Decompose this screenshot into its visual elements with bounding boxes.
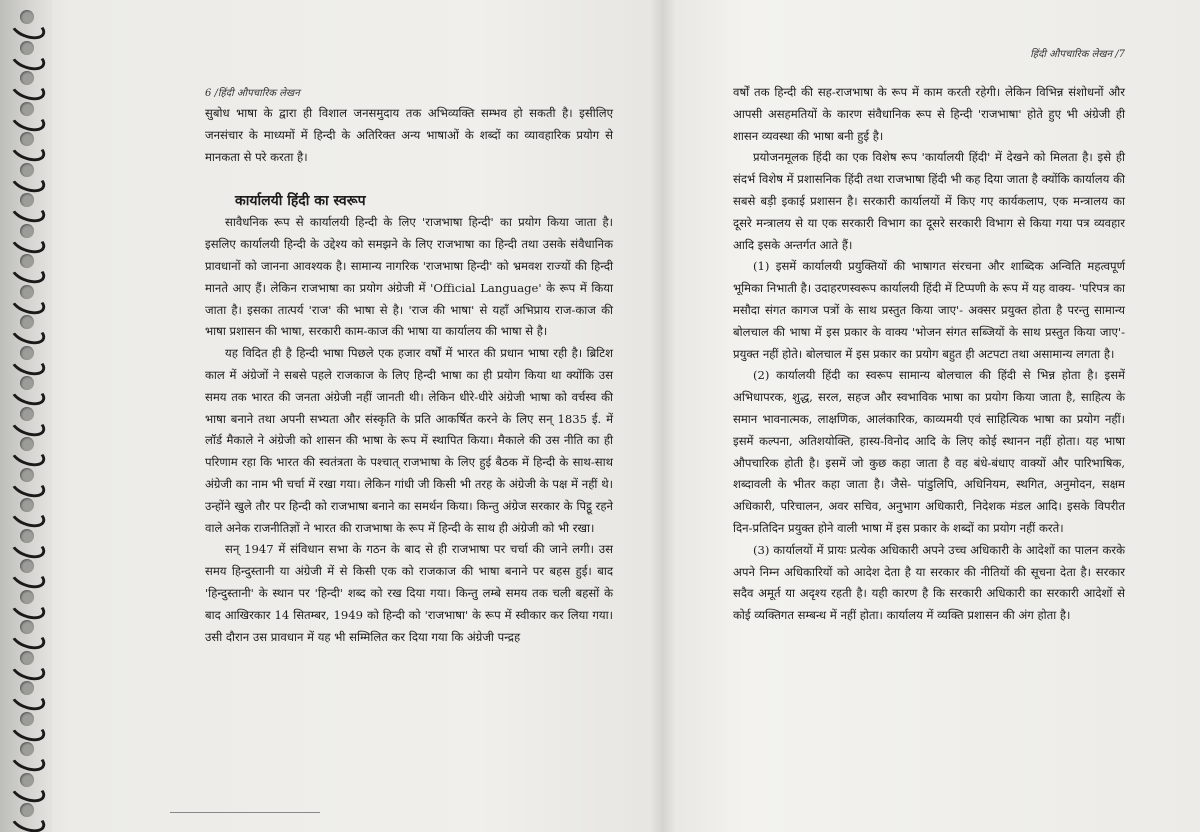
binding-coil [8,73,49,104]
binding-coil [8,134,49,165]
right-paragraph-5: (3) कार्यालयों में प्रायः प्रत्येक अधिकारी अपने उच्च अधिकारी के आदेशों का पालन करके अपने निम्न अधिकारियों को आदेश देता है या सरकार की नीतियों की सूचना देता है। सरकार सदैव अमूर्त या अदृश्य रहती है। यही कारण है कि सरकारी अधिकारी का सरकारी आदेशों से कोई व्यक्तिगत सम्बन्ध में नहीं होता। कार्यालय में व्यक्ति प्रशासन की अंग होता है। [733,542,1125,623]
left-paragraph-3: सन् 1947 में संविधान सभा के गठन के बाद से ही राजभाषा पर चर्चा की जाने लगी। उस समय हिन्दुस्तानी या अंग्रेजी में से किसी एक को राजकाज की भाषा बनाने पर बहस हुई। बाद 'हिन्दुस्तानी' के स्थान पर 'हिन्दी' शब्द को रख दिया गया। किन्तु लम्बे समय तक चली बहसों के बाद आखिरकार 14 सितम्बर, 1949 को हिन्दी को 'राजभाषा' के रूप में स्वीकार कर लिया गया। उसी दौरान उस प्रावधान में यह भी सम्मिलित कर दिया गया कि अंग्रेजी पन्द्रह [205,542,613,644]
binding-coil [8,744,49,775]
left-paragraph-2: यह विदित ही है हिन्दी भाषा पिछले एक हजार वर्षों में भारत की प्रधान भाषा रही है। ब्रिटिश काल में अंग्रेजों ने सबसे पहले राजकाज के लिए हिन्दी भाषा का ही प्रयोग किया था क्योंकि उस समय तक भारत की जनता अंग्रेजी नहीं जानती थी। लेकिन धीरे-धीरे अंग्रेजी भाषा को वर्चस्व की भाषा बनाने तथा अपनी सभ्यता और संस्कृति के प्रति आकर्षित करने के लिए सन् 1835 ई. में लॉर्ड मैकाले ने अंग्रेजी को शासन की भाषा के रूप में स्थापित किया। मैकाले की उस नीति का ही परिणाम रहा कि भारत की स्वतंत्रता के पश्चात् राजभाषा के लिए हुई बैठक में हिन्दी के साथ-साथ अंग्रेजी का नाम भी चर्चा में रखा गया। लेकिन गांधी जी किसी भी तरह के अंग्रेजी के पक्ष में नहीं थे। उन्होंने खुले तौर पर हिन्दी को राजभाषा बनाने का समर्थन किया। किन्तु अंग्रेज सरकार के पिट्ठू रहने वाले अनेक राजनीतिज्ञों ने भारत की राजभाषा के रूप में हिन्दी के साथ ही अंग्रेजी को भी रखा। [205,346,613,535]
binding-coil [8,195,49,226]
binding-coil [8,500,49,531]
binding-coil [8,226,49,257]
binding-coil [8,43,49,74]
binding-coil [8,592,49,623]
right-paragraph-4: (2) कार्यालयी हिंदी का स्वरूप सामान्य बोलचाल की हिंदी से भिन्न होता है। इसमें अभिधापरक, शुद्ध, सरल, सहज और स्वभाविक भाषा का प्रयोग किया जाता है, साहित्य के समान भावनात्मक, लाक्षणिक, आलंकारिक, काव्यमयी एवं साहित्यिक भाषा का प्रयोग नहीं। इसमें कल्पना, अतिशयोक्ति, हास्य-विनोद आदि के लिए कोई स्थानन नहीं होता। यह भाषा औपचारिक होती है। इसमें जो कुछ कहा जाता है वह बंधे-बंधाए वाक्यों और पारिभाषिक, शब्दावली के भीतर कहा जाता है। जैसे- पांडुलिपि, अधिनियम, स्थगित, अनुमोदन, सक्षम अधिकारी, परिचालन, अवर सचिव, अनुभाग अधिकारी, निदेशक मंडल आदि। इसके विपरीत दिन-प्रतिदिन प्रयुक्त होने वाली भाषा में इस प्रकार के शब्दों का प्रयोग नहीं करते। [733,368,1125,535]
binding-coil [8,653,49,684]
footer-rule [170,812,320,813]
right-paragraph-2: प्रयोजनमूलक हिंदी का एक विशेष रूप 'कार्यालयी हिंदी' में देखने को मिलता है। इसे ही संदर्भ विशेष में प्रशासनिक हिंदी तथा राजभाषा हिंदी भी कह दिया जाता है क्योंकि कार्यालय की सबसे बड़ी इकाई प्रशासन है। सरकारी कार्यालयों में किए गए कार्यकलाप, एक मन्त्रालय का दूसरे मन्त्रालय से या एक सरकारी विभाग का दूसरे सरकारी विभाग से किया गया पत्र व्यवहार आदि इसके अन्तर्गत आते हैं। [733,150,1125,252]
binding-coil [8,256,49,287]
left-intro-paragraph: सुबोध भाषा के द्वारा ही विशाल जनसमुदाय तक अभिव्यक्ति सम्भव हो सकती है। इसीलिए जनसंचार के माध्यमों में हिन्दी के अतिरिक्त अन्य भाषाओं के शब्दों का व्यावहारिक प्रयोग से मानकता से परे करता है। [205,106,613,164]
binding-coil [8,439,49,470]
binding-coil [8,317,49,348]
left-page [205,85,613,648]
binding-coil [8,165,49,196]
page-gutter [650,0,676,832]
binding-coil [8,622,49,653]
binding-coil [8,409,49,440]
binding-coil [8,683,49,714]
binding-coil [8,12,49,43]
right-running-head: हिंदी औपचारिक लेखन /7 [1030,49,1125,60]
binding-coil [8,775,49,806]
section-heading: कार्यालयी हिंदी का स्वरूप [235,193,366,210]
binding-coil [8,561,49,592]
binding-coil [8,531,49,562]
binding-coil [8,470,49,501]
left-paragraph-1: सावैधनिक रूप से कार्यालयी हिन्दी के लिए 'राजभाषा हिन्दी' का प्रयोग किया जाता है। इसलिए कार्यालयी हिन्दी के उद्देश्य को समझने के लिए राजभाषा का हिन्दी तथा उसके संवैधानिक प्रावधानों को जानना आवश्यक है। सामान्य नागरिक 'राजभाषा हिन्दी' को भ्रमवश राज्यों की हिन्दी मानते आए हैं। लेकिन राजभाषा का प्रयोग अंग्रेजी में 'Official Language' के रूप में किया जाता है। इसका तात्पर्य 'राज' की भाषा से है। 'राज की भाषा' से यहाँ अभिप्राय राज-काज की भाषा प्रशासन की भाषा, सरकारी काम-काज की भाषा या कार्यालय की भाषा से है। [205,215,613,339]
spiral-binding [0,0,52,832]
binding-coil [8,714,49,745]
binding-coil [8,348,49,379]
binding-coil [8,287,49,318]
right-paragraph-1: वर्षों तक हिन्दी की सह-राजभाषा के रूप में काम करती रहेगी। लेकिन विभिन्न संशोधनों और आपसी असहमतियों के कारण संवैधानिक रूप से हिन्दी 'राजभाषा' होते हुए भी अंग्रेजी ही शासन व्यवस्था की भाषा बनी हुई है। [733,85,1125,143]
binding-coil [8,104,49,135]
left-running-head: 6 /हिंदी औपचारिक लेखन [205,88,300,99]
binding-coil [8,378,49,409]
right-paragraph-3: (1) इसमें कार्यालयी प्रयुक्तियों की भाषागत संरचना और शाब्दिक अन्विति महत्वपूर्ण भूमिका निभाती है। उदाहरणस्वरूप कार्यालयी हिंदी में टिप्पणी के रूप में यह वाक्य- 'परिपत्र का मसौदा संगत कागज पत्रों के साथ प्रस्तुत किया जाए'- अक्सर प्रयुक्त होता है परन्तु सामान्य बोलचाल की भाषा में इस प्रकार के वाक्य 'भोजन संगत सब्जियों के साथ प्रस्तुत किया जाए'- प्रयुक्त नहीं होते। बोलचाल में इस प्रकार का प्रयोग बहुत ही अटपटा तथा असामान्य लगता है। [733,259,1125,361]
right-page [733,46,1125,627]
